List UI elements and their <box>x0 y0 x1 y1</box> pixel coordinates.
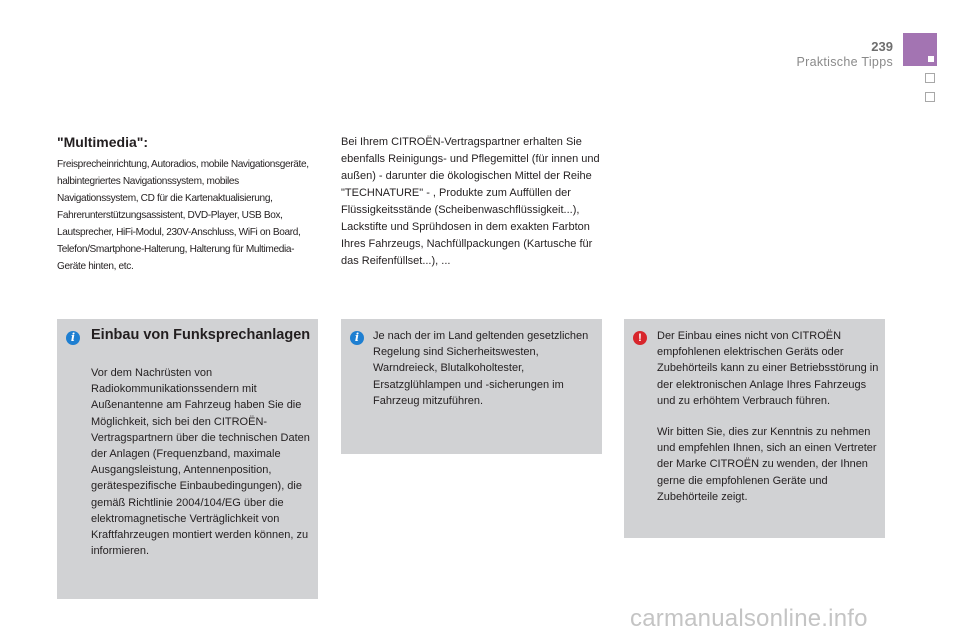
watermark: carmanualsonline.info <box>630 605 868 632</box>
page-number: 239 <box>871 39 893 54</box>
chapter-tab-box <box>925 92 935 102</box>
warning-text: Der Einbau eines nicht von CITROËN empfohlenen elektrischen Geräts oder Zubehörteils kann zu einer Betriebsstörung in der elektronischen Anlage Ihres Fahrzeugs und zu erhöhtem Verbrauch führen. <box>657 330 879 407</box>
info-icon: i <box>350 331 364 345</box>
installation-title: Einbau von Funksprechanlagen <box>91 327 311 343</box>
warning-text-advice: Wir bitten Sie, dies zur Kenntnis zu nehmen und empfehlen Ihnen, sich an einen Vertreter der Marke CITROËN zu wenden, der Ihnen gerne die empfohlenen Geräte und Zubehörteile zeigt. <box>657 426 877 503</box>
multimedia-description: Freisprecheinrichtung, Autoradios, mobile Navigationsgeräte, halbintegriertes Navigationssystem, mobiles Navigationssystem, CD für die Kartenaktualisierung, Fahrerunterstützungsassistent, DVD-Player, USB Box, Lautsprecher, HiFi-Modul, 230V-Anschluss, WiFi on Board, Telefon/Smartphone-Halterung, Halterung für Multimedia-Geräte hinten, etc. <box>57 159 309 272</box>
regulation-text: Je nach der im Land geltenden gesetzlichen Regelung sind Sicherheitswesten, Warndreieck, Blutalkoholtester, Ersatzglühlampen und -sicherungen im Fahrzeug mitzuführen. <box>373 330 589 407</box>
installation-text: Vor dem Nachrüsten von Radiokommunikationssendern mit Außenantenne am Fahrzeug haben Sie die Möglichkeit, sich bei den CITROËN-Vertragspartnern über die technischen Daten der Anlagen (Frequenzband, maximale Ausgangsleistung, Antennenposition, gerätespezifische Einbaubedingungen), die gemäß Richtlinie 2004/104/EG über die elektromagnetische Verträglichkeit von Kraftfahrzeugen montiert werden können, zu informieren. <box>91 367 310 558</box>
multimedia-heading: "Multimedia": <box>57 134 149 150</box>
dealer-products-paragraph: Bei Ihrem CITROËN-Vertragspartner erhalten Sie ebenfalls Reinigungs- und Pflegemittel (für innen und außen) - darunter die ökologischen Mittel der Reihe "TECHNATURE" - , Produkte zum Auffüllen der Flüssigkeitsstände (Scheibenwaschflüssigkeit...), Lackstifte und Sprühdosen in dem exakten Farbton Ihres Fahrzeugs, Nachfüllpackungen (Kartusche für das Reifenfüllset...), ... <box>341 136 600 267</box>
info-icon: i <box>66 331 80 345</box>
warning-icon: ! <box>633 331 647 345</box>
chapter-tab-box <box>925 73 935 83</box>
chapter-tab-marker <box>928 56 934 62</box>
section-title: Praktische Tipps <box>796 55 893 69</box>
